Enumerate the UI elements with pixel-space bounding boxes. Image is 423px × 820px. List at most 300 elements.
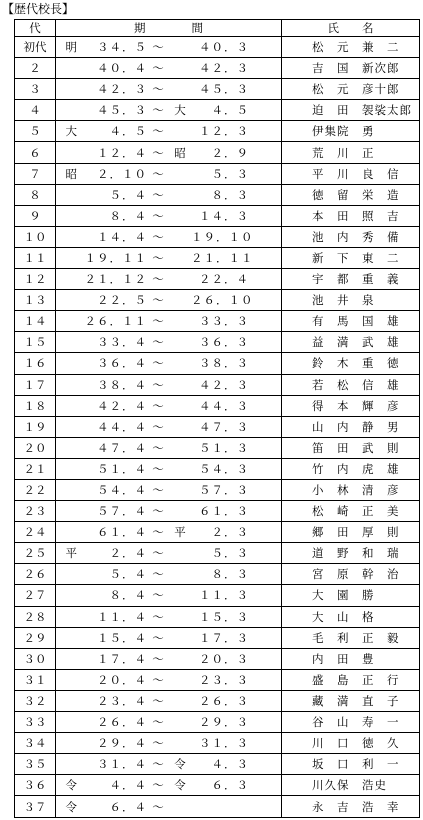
row-name xyxy=(282,374,420,395)
period-start-era: 令 xyxy=(65,778,77,793)
row-period xyxy=(56,564,282,585)
row-name xyxy=(282,522,420,543)
row-name xyxy=(282,184,420,205)
period-end: ４．３ xyxy=(211,757,249,772)
period-end: ２．９ xyxy=(211,145,249,160)
principal-name: 平 川 良 信 xyxy=(312,166,400,181)
period-start: ６．４ xyxy=(109,799,147,814)
period-separator: ～ xyxy=(152,398,164,413)
row-name xyxy=(282,311,420,332)
header-row xyxy=(15,20,420,37)
row-period xyxy=(56,353,282,374)
period-end: ２．３ xyxy=(211,525,249,540)
table-row xyxy=(15,142,420,163)
table-row xyxy=(15,501,420,522)
table-row xyxy=(15,332,420,353)
period-start: ４．５ xyxy=(109,124,147,139)
row-period xyxy=(56,79,282,100)
section-title: 【歴代校長】 xyxy=(2,2,75,16)
row-number: ３１ xyxy=(15,669,56,690)
period-end: ４２．３ xyxy=(199,377,249,392)
period-end: ４０．３ xyxy=(199,40,249,55)
period-end: １１．３ xyxy=(199,588,249,603)
period-end: ３３．３ xyxy=(199,314,249,329)
row-name xyxy=(282,501,420,522)
row-number: ２６ xyxy=(15,564,56,585)
row-number: ３３ xyxy=(15,712,56,733)
row-period xyxy=(56,184,282,205)
period-end: ５４．３ xyxy=(199,461,249,476)
row-period xyxy=(56,458,282,479)
row-period xyxy=(56,754,282,775)
row-period xyxy=(56,585,282,606)
principal-name: 池 内 秀 備 xyxy=(312,229,400,244)
principal-name: 益 満 武 雄 xyxy=(312,335,400,350)
table-row xyxy=(15,437,420,458)
row-number: １１ xyxy=(15,247,56,268)
row-period xyxy=(56,247,282,268)
period-start: ４４．４ xyxy=(97,419,147,434)
row-number: ２ xyxy=(15,58,56,79)
row-number: ３６ xyxy=(15,775,56,796)
row-name xyxy=(282,332,420,353)
period-separator: ～ xyxy=(152,145,164,160)
period-start: １７．４ xyxy=(97,651,147,666)
principal-name: 郷 田 厚 則 xyxy=(312,525,400,540)
row-name xyxy=(282,58,420,79)
period-separator: ～ xyxy=(152,250,164,265)
row-period xyxy=(56,121,282,142)
row-period xyxy=(56,416,282,437)
period-start-era: 大 xyxy=(65,124,77,139)
period-end: ４７．３ xyxy=(199,419,249,434)
row-number: ２５ xyxy=(15,543,56,564)
period-separator: ～ xyxy=(152,208,164,223)
row-period xyxy=(56,395,282,416)
period-end: ２９．３ xyxy=(199,715,249,730)
period-end: ６．３ xyxy=(211,778,249,793)
period-start: １４．４ xyxy=(97,229,147,244)
row-number: ３０ xyxy=(15,648,56,669)
header-name: 氏 名 xyxy=(282,20,420,37)
table-row xyxy=(15,79,420,100)
period-start: ８．４ xyxy=(109,588,147,603)
principal-name: 永 吉 浩 幸 xyxy=(312,799,400,814)
period-separator: ～ xyxy=(152,504,164,519)
period-start: ５７．４ xyxy=(97,504,147,519)
period-separator: ～ xyxy=(152,525,164,540)
row-name xyxy=(282,100,420,121)
period-separator: ～ xyxy=(152,651,164,666)
period-start: ４０．４ xyxy=(97,61,147,76)
period-separator: ～ xyxy=(152,483,164,498)
principal-name: 伊集院 勇 xyxy=(312,124,375,139)
period-start: ４２．４ xyxy=(97,398,147,413)
period-start: ３１．４ xyxy=(97,757,147,772)
period-start: ２．４ xyxy=(109,546,147,561)
period-start: ４２．３ xyxy=(97,82,147,97)
row-number: ４ xyxy=(15,100,56,121)
principal-name: 若 松 信 雄 xyxy=(312,377,400,392)
principal-name: 荒 川 正 xyxy=(312,145,375,160)
row-number: １５ xyxy=(15,332,56,353)
period-end-era: 昭 xyxy=(174,145,186,160)
principal-name: 道 野 和 瑞 xyxy=(312,546,400,561)
row-name xyxy=(282,226,420,247)
row-period xyxy=(56,690,282,711)
table-row xyxy=(15,374,420,395)
row-period xyxy=(56,290,282,311)
row-number: １９ xyxy=(15,416,56,437)
period-start: ２１．１２ xyxy=(84,272,147,287)
row-period xyxy=(56,522,282,543)
row-period xyxy=(56,142,282,163)
period-separator: ～ xyxy=(152,124,164,139)
period-start: １５．４ xyxy=(97,630,147,645)
period-end: １５．３ xyxy=(199,609,249,624)
period-separator: ～ xyxy=(152,693,164,708)
row-period xyxy=(56,712,282,733)
row-name xyxy=(282,395,420,416)
period-end: ３６．３ xyxy=(199,335,249,350)
row-period xyxy=(56,606,282,627)
table-row xyxy=(15,754,420,775)
period-end: ６１．３ xyxy=(199,504,249,519)
row-number: ２０ xyxy=(15,437,56,458)
row-number: ８ xyxy=(15,184,56,205)
row-name xyxy=(282,796,420,818)
period-end: １４．３ xyxy=(199,208,249,223)
period-end: ８．３ xyxy=(211,187,249,202)
period-start: １１．４ xyxy=(97,609,147,624)
row-number: ２１ xyxy=(15,458,56,479)
row-number: １６ xyxy=(15,353,56,374)
table-row xyxy=(15,205,420,226)
period-end-era: 大 xyxy=(174,103,186,118)
period-start: ３６．４ xyxy=(97,356,147,371)
row-name xyxy=(282,669,420,690)
table-row xyxy=(15,226,420,247)
table-row xyxy=(15,522,420,543)
row-period xyxy=(56,437,282,458)
period-separator: ～ xyxy=(152,272,164,287)
table-row xyxy=(15,58,420,79)
period-end-era: 令 xyxy=(174,757,186,772)
period-end: ３８．３ xyxy=(199,356,249,371)
row-period xyxy=(56,796,282,818)
principals-table xyxy=(14,19,420,818)
principal-name: 内 田 豊 xyxy=(312,651,375,666)
row-number: ６ xyxy=(15,142,56,163)
row-name xyxy=(282,543,420,564)
principal-name: 大 山 格 xyxy=(312,609,375,624)
period-separator: ～ xyxy=(152,778,164,793)
row-number: ２４ xyxy=(15,522,56,543)
principal-name: 笛 田 武 則 xyxy=(312,440,400,455)
row-period xyxy=(56,775,282,796)
table-row xyxy=(15,311,420,332)
table-row xyxy=(15,184,420,205)
period-end: ２６．１０ xyxy=(191,293,254,308)
period-separator: ～ xyxy=(152,419,164,434)
period-start: ５．４ xyxy=(109,567,147,582)
period-end: ２１．１１ xyxy=(191,250,254,265)
period-start: ５４．４ xyxy=(97,483,147,498)
row-name xyxy=(282,79,420,100)
period-end: ５．３ xyxy=(211,546,249,561)
table-row xyxy=(15,479,420,500)
row-period xyxy=(56,669,282,690)
period-separator: ～ xyxy=(152,229,164,244)
period-start: １２．４ xyxy=(97,145,147,160)
row-period xyxy=(56,269,282,290)
period-start: ８．４ xyxy=(109,208,147,223)
principal-name: 得 本 輝 彦 xyxy=(312,398,400,413)
row-period xyxy=(56,332,282,353)
period-separator: ～ xyxy=(152,335,164,350)
table-row xyxy=(15,690,420,711)
row-number: １３ xyxy=(15,290,56,311)
principal-name: 有 馬 国 雄 xyxy=(312,314,400,329)
period-separator: ～ xyxy=(152,440,164,455)
period-separator: ～ xyxy=(152,166,164,181)
principal-name: 川 口 徳 久 xyxy=(312,736,400,751)
period-start: ４．４ xyxy=(109,778,147,793)
period-start: ４７．４ xyxy=(97,440,147,455)
period-end: ４５．３ xyxy=(199,82,249,97)
row-period xyxy=(56,501,282,522)
period-start-era: 明 xyxy=(65,40,77,55)
table-row xyxy=(15,290,420,311)
period-separator: ～ xyxy=(152,672,164,687)
table-row xyxy=(15,100,420,121)
table-row xyxy=(15,606,420,627)
principal-name: 藏 満 直 子 xyxy=(312,693,400,708)
period-separator: ～ xyxy=(152,314,164,329)
row-name xyxy=(282,754,420,775)
period-end: ５１．３ xyxy=(199,440,249,455)
period-start: ２９．４ xyxy=(97,736,147,751)
period-start: ４５．３ xyxy=(97,103,147,118)
row-number: １０ xyxy=(15,226,56,247)
table-row xyxy=(15,458,420,479)
row-name xyxy=(282,163,420,184)
row-number: ５ xyxy=(15,121,56,142)
period-end: ５７．３ xyxy=(199,483,249,498)
row-period xyxy=(56,543,282,564)
period-start: １９．１１ xyxy=(84,250,147,265)
table-row xyxy=(15,121,420,142)
row-name xyxy=(282,437,420,458)
principal-name: 竹 内 虎 雄 xyxy=(312,461,400,476)
principal-name: 山 内 静 男 xyxy=(312,419,400,434)
period-separator: ～ xyxy=(152,546,164,561)
principal-name: 宇 都 重 義 xyxy=(312,272,400,287)
principal-name: 小 林 清 彦 xyxy=(312,483,400,498)
period-start: ５．４ xyxy=(109,187,147,202)
row-period xyxy=(56,37,282,58)
row-number: 初代 xyxy=(15,37,56,58)
row-period xyxy=(56,311,282,332)
row-name xyxy=(282,564,420,585)
row-period xyxy=(56,226,282,247)
principal-name: 徳 留 栄 造 xyxy=(312,187,400,202)
period-separator: ～ xyxy=(152,377,164,392)
table-row xyxy=(15,669,420,690)
table-row xyxy=(15,247,420,268)
period-separator: ～ xyxy=(152,736,164,751)
row-period xyxy=(56,374,282,395)
period-separator: ～ xyxy=(152,293,164,308)
row-number: ３２ xyxy=(15,690,56,711)
period-separator: ～ xyxy=(152,588,164,603)
period-start: ３４．５ xyxy=(97,40,147,55)
period-end: ２０．３ xyxy=(199,651,249,666)
row-name xyxy=(282,690,420,711)
row-name xyxy=(282,648,420,669)
period-separator: ～ xyxy=(152,103,164,118)
period-separator: ～ xyxy=(152,630,164,645)
row-number: ３４ xyxy=(15,733,56,754)
row-name xyxy=(282,458,420,479)
principal-name: 谷 山 寿 一 xyxy=(312,715,400,730)
row-name xyxy=(282,121,420,142)
period-start: ３３．４ xyxy=(97,335,147,350)
period-separator: ～ xyxy=(152,715,164,730)
period-start-era: 令 xyxy=(65,799,77,814)
row-number: １７ xyxy=(15,374,56,395)
period-start-era: 平 xyxy=(65,546,77,561)
principal-name: 大 園 勝 xyxy=(312,588,375,603)
principal-name: 毛 利 正 毅 xyxy=(312,630,400,645)
table-row xyxy=(15,269,420,290)
row-period xyxy=(56,58,282,79)
period-start: ６１．４ xyxy=(97,525,147,540)
period-start-era: 昭 xyxy=(65,166,77,181)
period-separator: ～ xyxy=(152,356,164,371)
period-separator: ～ xyxy=(152,40,164,55)
principal-name: 川久保 浩史 xyxy=(312,778,387,793)
period-end: ２２．４ xyxy=(199,272,249,287)
row-number: ２９ xyxy=(15,627,56,648)
period-end: ５．３ xyxy=(211,166,249,181)
row-number: ９ xyxy=(15,205,56,226)
principal-name: 宮 原 幹 治 xyxy=(312,567,400,582)
principal-name: 吉 国 新次郎 xyxy=(312,61,400,76)
period-start: ２０．４ xyxy=(97,672,147,687)
period-start: ３８．４ xyxy=(97,377,147,392)
row-number: ２８ xyxy=(15,606,56,627)
row-number: １８ xyxy=(15,395,56,416)
row-number: １２ xyxy=(15,269,56,290)
period-separator: ～ xyxy=(152,567,164,582)
row-name xyxy=(282,247,420,268)
row-number: ２７ xyxy=(15,585,56,606)
period-start: ２６．１１ xyxy=(84,314,147,329)
row-name xyxy=(282,627,420,648)
row-period xyxy=(56,100,282,121)
row-number: ３ xyxy=(15,79,56,100)
row-period xyxy=(56,163,282,184)
period-start: ５１．４ xyxy=(97,461,147,476)
period-end: ３１．３ xyxy=(199,736,249,751)
row-number: ２２ xyxy=(15,479,56,500)
period-separator: ～ xyxy=(152,61,164,76)
principal-name: 松 元 彦十郎 xyxy=(312,82,400,97)
row-number: ７ xyxy=(15,163,56,184)
row-name xyxy=(282,585,420,606)
table-row xyxy=(15,163,420,184)
principal-name: 盛 島 正 行 xyxy=(312,672,400,687)
period-end: ２３．３ xyxy=(199,672,249,687)
period-separator: ～ xyxy=(152,461,164,476)
period-start: ２３．４ xyxy=(97,693,147,708)
row-name xyxy=(282,775,420,796)
period-end: ８．３ xyxy=(211,567,249,582)
period-start: ２６．４ xyxy=(97,715,147,730)
period-separator: ～ xyxy=(152,187,164,202)
row-name xyxy=(282,712,420,733)
row-name xyxy=(282,37,420,58)
table-row xyxy=(15,648,420,669)
row-name xyxy=(282,606,420,627)
table-row xyxy=(15,564,420,585)
row-name xyxy=(282,353,420,374)
period-separator: ～ xyxy=(152,82,164,97)
period-end: ４４．３ xyxy=(199,398,249,413)
principal-name: 池 井 泉 xyxy=(312,293,375,308)
period-end-era: 平 xyxy=(174,525,186,540)
principal-name: 本 田 照 吉 xyxy=(312,208,400,223)
row-period xyxy=(56,627,282,648)
table-row xyxy=(15,733,420,754)
row-name xyxy=(282,479,420,500)
row-number: ３７ xyxy=(15,796,56,818)
principal-name: 鈴 木 重 徳 xyxy=(312,356,400,371)
period-end: １２．３ xyxy=(199,124,249,139)
period-start: ２２．５ xyxy=(97,293,147,308)
row-name xyxy=(282,142,420,163)
principal-name: 松 崎 正 美 xyxy=(312,504,400,519)
row-number: １４ xyxy=(15,311,56,332)
header-no: 代 xyxy=(15,20,56,37)
row-period xyxy=(56,205,282,226)
table-row xyxy=(15,775,420,796)
header-period: 期 間 xyxy=(56,20,282,37)
principal-name: 坂 口 利 一 xyxy=(312,757,400,772)
row-name xyxy=(282,733,420,754)
row-number: ３５ xyxy=(15,754,56,775)
table-row xyxy=(15,585,420,606)
table-row xyxy=(15,627,420,648)
period-start: ２．１０ xyxy=(97,166,147,181)
principal-name: 迫 田 袈裟太郎 xyxy=(312,103,412,118)
period-end: １７．３ xyxy=(199,630,249,645)
row-name xyxy=(282,290,420,311)
table-row xyxy=(15,37,420,58)
period-end: １９．１０ xyxy=(191,229,254,244)
table-row xyxy=(15,796,420,818)
period-end: ４２．３ xyxy=(199,61,249,76)
period-end: ２６．３ xyxy=(199,693,249,708)
row-name xyxy=(282,416,420,437)
period-end-era: 令 xyxy=(174,778,186,793)
period-end: ４．５ xyxy=(211,103,249,118)
table-row xyxy=(15,543,420,564)
period-separator: ～ xyxy=(152,609,164,624)
table-row xyxy=(15,395,420,416)
row-name xyxy=(282,269,420,290)
